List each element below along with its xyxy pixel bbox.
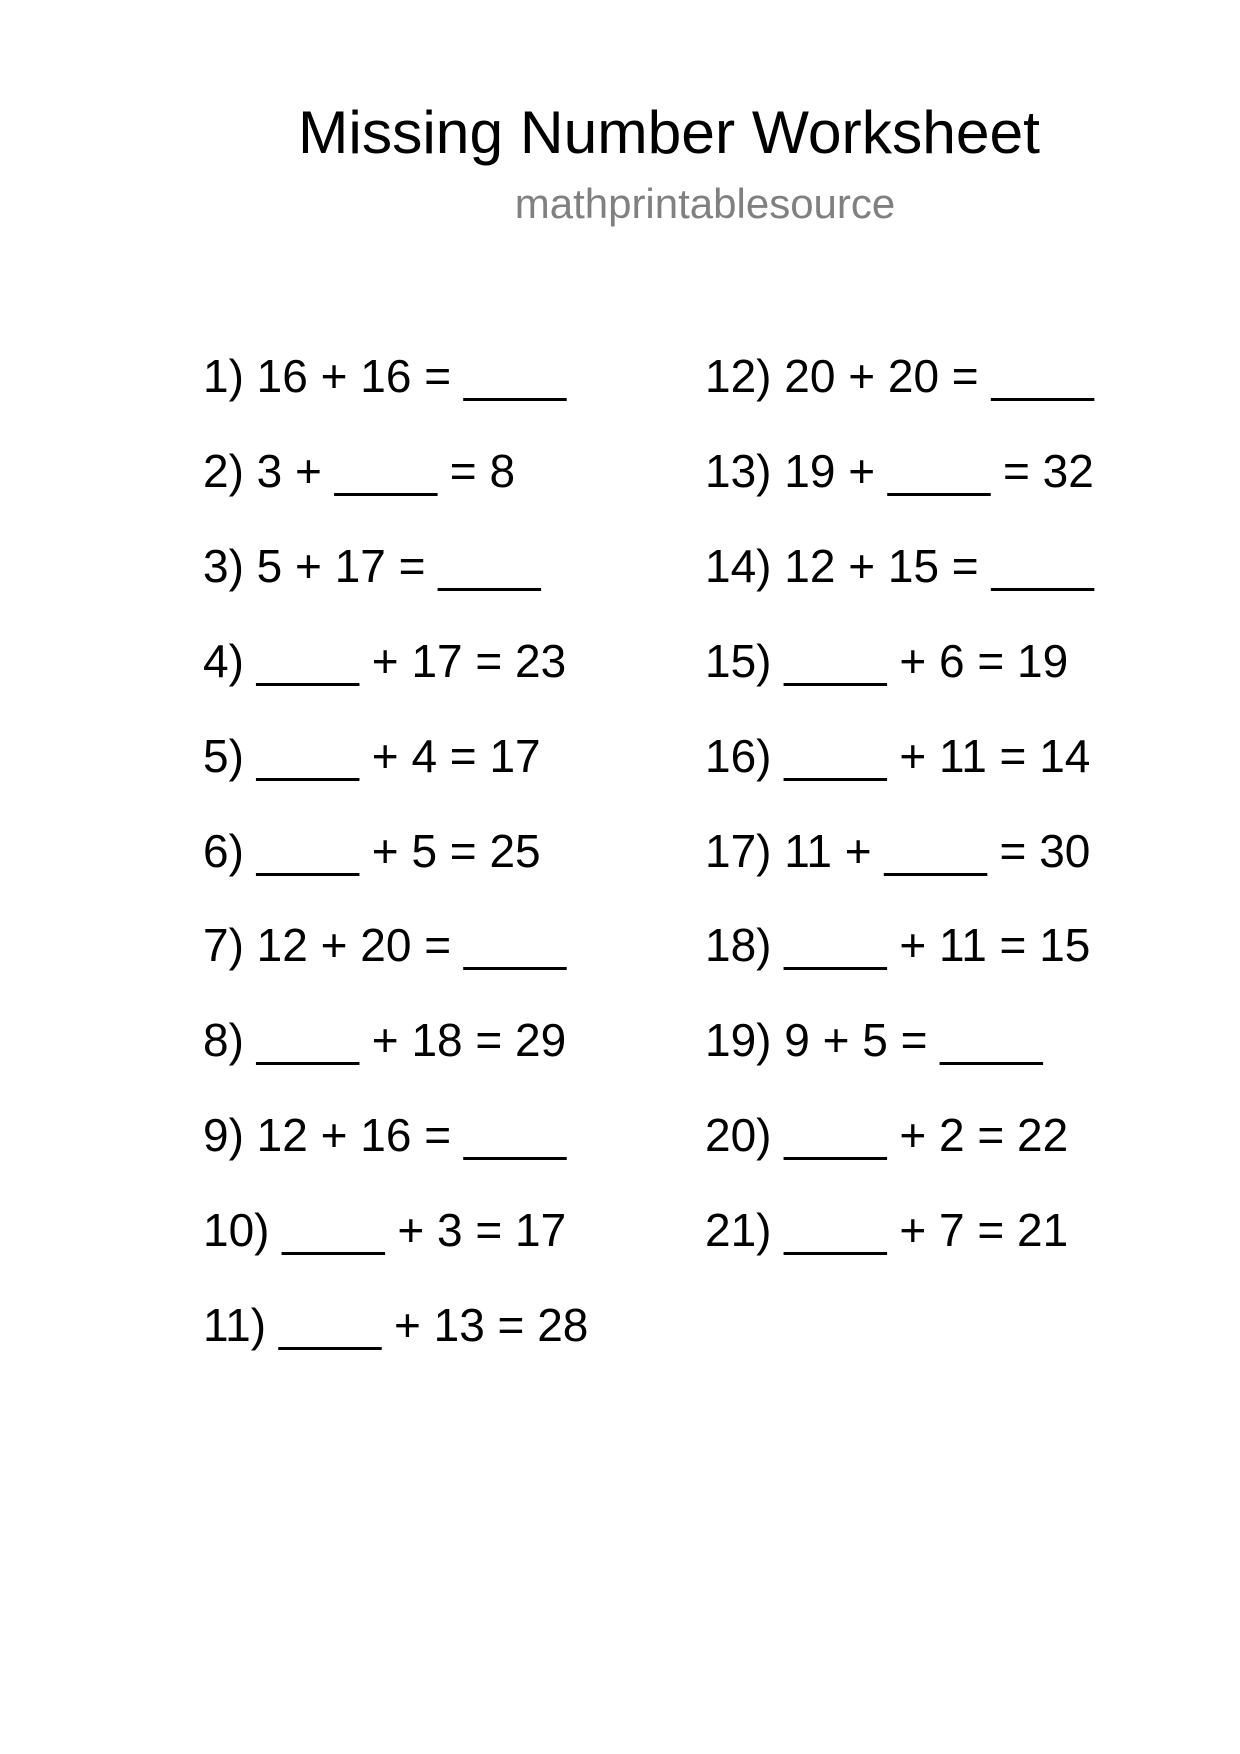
problem-17: 17) 11 + ____ = 30 xyxy=(705,825,1091,877)
problem-16: 16) ____ + 11 = 14 xyxy=(705,730,1091,782)
problem-7: 7) 12 + 20 = ____ xyxy=(203,919,567,971)
problem-13: 13) 19 + ____ = 32 xyxy=(705,445,1094,497)
problem-18: 18) ____ + 11 = 15 xyxy=(705,919,1091,971)
problem-15: 15) ____ + 6 = 19 xyxy=(705,635,1069,687)
worksheet-title: Missing Number Worksheet xyxy=(298,98,1040,166)
problem-20: 20) ____ + 2 = 22 xyxy=(705,1109,1069,1161)
problem-21: 21) ____ + 7 = 21 xyxy=(705,1204,1069,1256)
problem-19: 19) 9 + 5 = ____ xyxy=(705,1014,1043,1066)
problem-9: 9) 12 + 16 = ____ xyxy=(203,1109,567,1161)
problem-6: 6) ____ + 5 = 25 xyxy=(203,825,541,877)
problem-1: 1) 16 + 16 = ____ xyxy=(203,350,567,402)
problem-8: 8) ____ + 18 = 29 xyxy=(203,1014,567,1066)
problem-11: 11) ____ + 13 = 28 xyxy=(203,1299,589,1351)
problem-12: 12) 20 + 20 = ____ xyxy=(705,350,1094,402)
problem-5: 5) ____ + 4 = 17 xyxy=(203,730,541,782)
problem-2: 2) 3 + ____ = 8 xyxy=(203,445,516,497)
problem-4: 4) ____ + 17 = 23 xyxy=(203,635,567,687)
problem-3: 3) 5 + 17 = ____ xyxy=(203,540,541,592)
worksheet-source: mathprintablesource xyxy=(514,180,896,227)
problem-10: 10) ____ + 3 = 17 xyxy=(203,1204,567,1256)
problem-14: 14) 12 + 15 = ____ xyxy=(705,540,1094,592)
